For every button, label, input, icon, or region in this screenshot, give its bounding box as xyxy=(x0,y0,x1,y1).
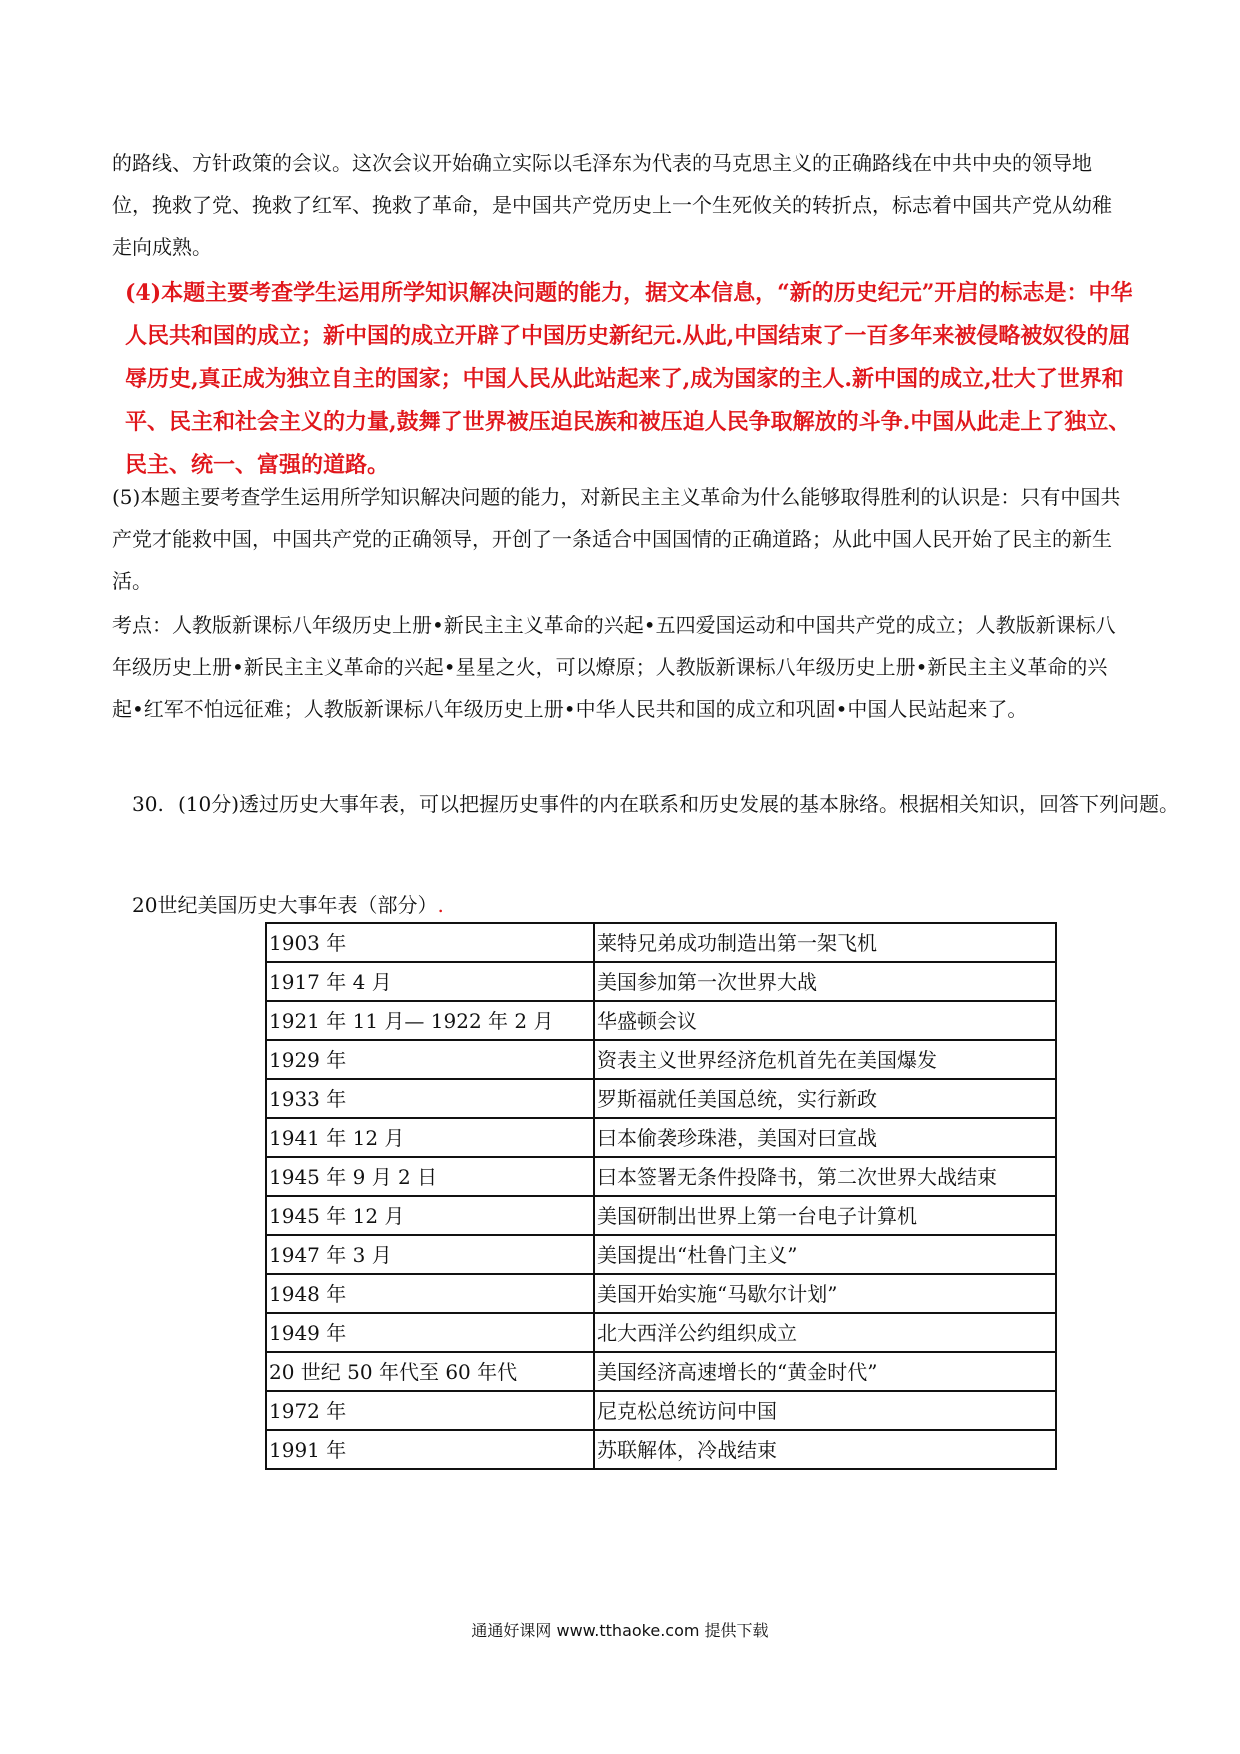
event-cell: 曰本偷袭珍珠港，美国对曰宣战 xyxy=(594,1118,1056,1157)
table-row xyxy=(266,962,1056,1001)
answer-paragraph-5: (5)本题主要考查学生运用所学知识解决问题的能力，对新民主主义革命为什么能够取得胜利的认识是：只有中国共产党才能救中国，中国共产党的正确领导，开创了一条适合中国国情的正确道路；从此中国人民开始了民主的新生活。 xyxy=(112,485,1121,593)
question-number: 30. xyxy=(132,792,164,816)
table-row xyxy=(266,1391,1056,1430)
answer-paragraph-top: 的路线、方针政策的会议。这次会议开始确立实际以毛泽东为代表的马克思主义的正确路线在中共中央的领导地位，挽救了党、挽救了红军、挽救了革命，是中国共产党历史上一个生死攸关的转折点，标志着中国共产党从幼稚走向成熟。 xyxy=(112,151,1112,259)
table-row xyxy=(266,1274,1056,1313)
event-cell: 罗斯福就任美国总统，实行新政 xyxy=(594,1079,1056,1118)
table-row xyxy=(266,1313,1056,1352)
date-cell: 1991 年 xyxy=(266,1430,594,1469)
event-cell: 曰本签署无条件投降书，第二次世界大战结束 xyxy=(594,1157,1056,1196)
footer: 通通好课网 www.tthaoke.com 提供下载 xyxy=(471,1621,769,1640)
exam-points: 考点：人教版新课标八年级历史上册•新民主主义革命的兴起•五四爱国运动和中国共产党的成立；人教版新课标八年级历史上册•新民主主义革命的兴起•星星之火，可以燎原；人教版新课标八年级历史上册•新民主主义革命的兴起•红军不怕远征难；人教版新课标八年级历史上册•中华人民共和国的成立和巩固•中国人民站起来了。 xyxy=(112,613,1116,721)
table-row xyxy=(266,923,1056,962)
answer-paragraph-4: (4)本题主要考查学生运用所学知识解决问题的能力，据文本信息，“新的历史纪元”开启的标志是：中华人民共和国的成立；新中国的成立开辟了中国历史新纪元.从此,中国结束了一百多年来被侵略被奴役的屈辱历史,真正成为独立自主的国家；中国人民从此站起来了,成为国家的主人.新中国的成立,壮大了世界和平、民主和社会主义的力量,鼓舞了世界被压迫民族和被压迫人民争取解放的斗争.中国从此走上了独立、民主、统一、富强的道路。 xyxy=(125,280,1133,478)
event-cell: 美国提出“杜鲁门主义” xyxy=(594,1235,1056,1274)
event-cell: 苏联解体，冷战结束 xyxy=(594,1430,1056,1469)
table-row xyxy=(266,1157,1056,1196)
table-row xyxy=(266,1430,1056,1469)
table-row xyxy=(266,1352,1056,1391)
date-cell: 1929 年 xyxy=(266,1040,594,1079)
event-cell: 莱特兄弟成功制造出第一架飞机 xyxy=(594,923,1056,962)
date-cell: 1941 年 12 月 xyxy=(266,1118,594,1157)
date-cell: 1948 年 xyxy=(266,1274,594,1313)
date-cell: 1917 年 4 月 xyxy=(266,962,594,1001)
event-cell: 美国参加第一次世界大战 xyxy=(594,962,1056,1001)
question-30 xyxy=(132,782,1212,826)
table-row xyxy=(266,1079,1056,1118)
table-row xyxy=(266,1118,1056,1157)
table-title-text: 20世纪美国历史大事年表（部分） xyxy=(132,893,438,917)
table-title xyxy=(132,884,1142,926)
date-cell: 1903 年 xyxy=(266,923,594,962)
date-cell: 20 世纪 50 年代至 60 年代 xyxy=(266,1352,594,1391)
date-cell: 1945 年 9 月 2 日 xyxy=(266,1157,594,1196)
event-cell: 华盛顿会议 xyxy=(594,1001,1056,1040)
event-cell: 美国研制出世界上第一台电子计算机 xyxy=(594,1196,1056,1235)
date-cell: 1933 年 xyxy=(266,1079,594,1118)
event-cell: 资表主义世界经济危机首先在美国爆发 xyxy=(594,1040,1056,1079)
event-cell: 美国开始实施“马歇尔计划” xyxy=(594,1274,1056,1313)
table-row xyxy=(266,1235,1056,1274)
date-cell: 1949 年 xyxy=(266,1313,594,1352)
date-cell: 1972 年 xyxy=(266,1391,594,1430)
table-title-dot: . xyxy=(437,893,444,917)
table-row xyxy=(266,1001,1056,1040)
date-cell: 1947 年 3 月 xyxy=(266,1235,594,1274)
date-cell: 1945 年 12 月 xyxy=(266,1196,594,1235)
event-cell: 北大西洋公约组织成立 xyxy=(594,1313,1056,1352)
event-cell: 尼克松总统访问中国 xyxy=(594,1391,1056,1430)
table-row xyxy=(266,1196,1056,1235)
date-cell: 1921 年 11 月— 1922 年 2 月 xyxy=(266,1001,594,1040)
event-cell: 美国经济高速增长的“黄金时代” xyxy=(594,1352,1056,1391)
timeline-table xyxy=(265,922,1057,1470)
table-row xyxy=(266,1040,1056,1079)
question-text: (10分)透过历史大事年表，可以把握历史事件的内在联系和历史发展的基本脉络。根据相关知识，回答下列问题。 xyxy=(178,792,1180,816)
